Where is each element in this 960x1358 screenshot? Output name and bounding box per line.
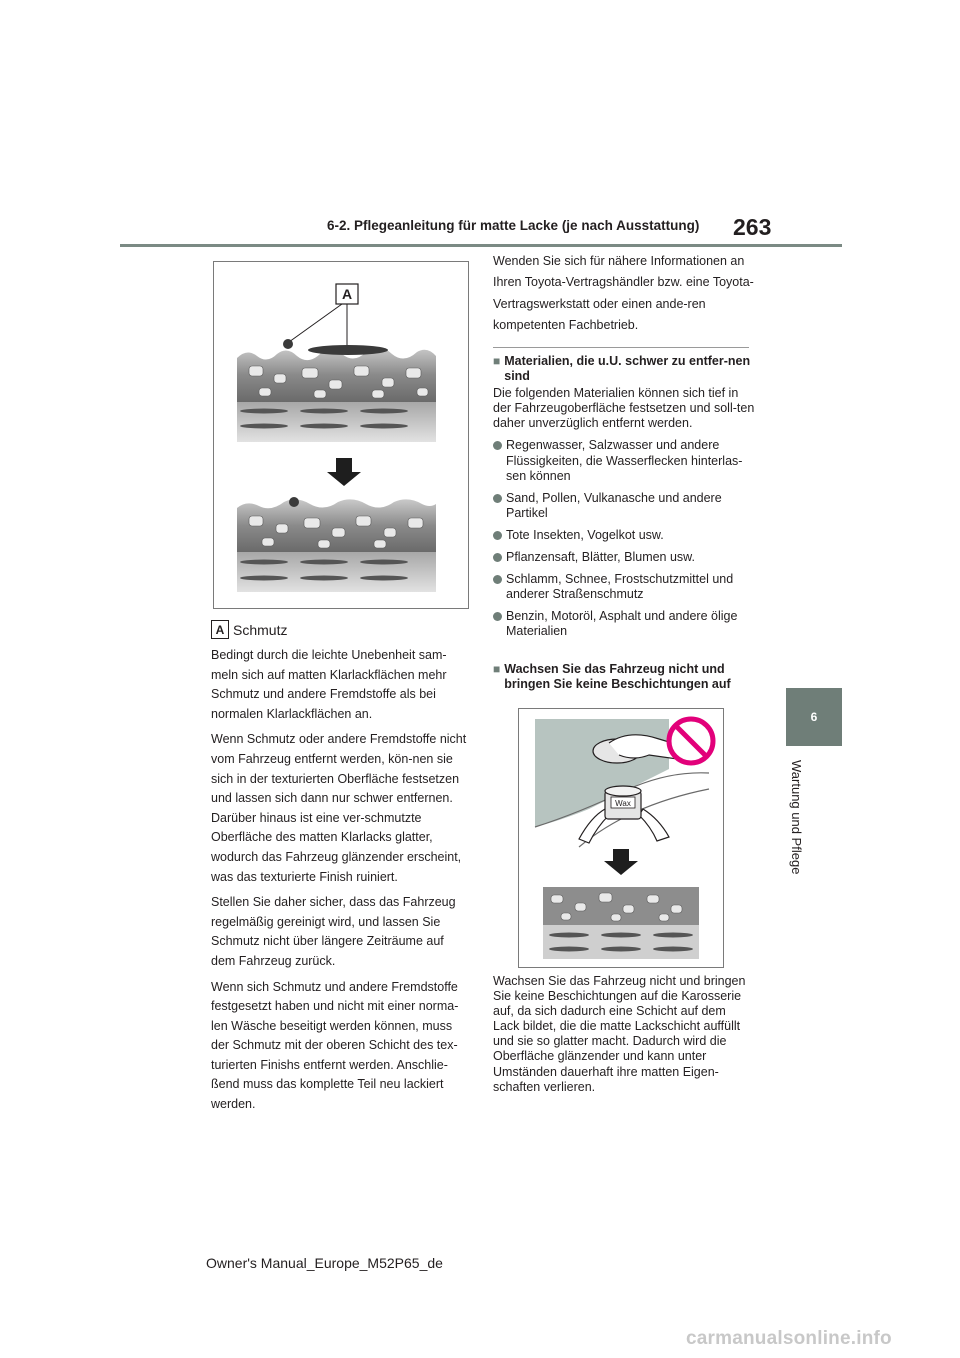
watermark: carmanualsonline.info [686, 1328, 892, 1349]
no-wax-illustration [518, 708, 724, 968]
paragraph: Bedingt durch die leichte Unebenheit sam-meln sich auf matten Klarlackflächen mehr Schmutz und andere Fremdstoffe als bei normalen Klarlackflächen an. [211, 648, 447, 721]
section-heading [493, 354, 755, 384]
header-divider [120, 244, 842, 247]
bullet-dot-icon [493, 441, 502, 450]
paragraph: Wenden Sie sich für nähere Informationen an Ihren Toyota-Vertragshändler bzw. eine Toyota-Vertragswerkstatt oder einen ande-ren kompetenten Fachbetrieb. [493, 254, 754, 332]
wax-warning-paragraph: Wachsen Sie das Fahrzeug nicht und bringen Sie keine Beschichtungen auf die Karosserie auf, da sich dadurch eine Schicht auf dem Lack bildet, die die matte Lackschicht auffüllt und sie so glatter macht. Dadurch wird die Oberfläche glänzender und kann unter Umständen dauerhaft ihre matten Eigen-schaften verlieren. [493, 974, 746, 1094]
left-column [211, 646, 468, 1121]
callout-label: A [341, 286, 353, 302]
bullet-dot-icon [493, 553, 502, 562]
section-heading [493, 662, 755, 692]
right-column-intro [493, 251, 755, 336]
caption-badge: A [211, 620, 229, 639]
figure-caption [211, 620, 287, 639]
base-layer [543, 925, 699, 959]
base-layer [237, 402, 436, 442]
section-title: 6-2. Pflegeanleitung für matte Lacke (je nach Ausstattung) [327, 218, 700, 233]
bullet-dot-icon [493, 612, 502, 621]
manual-id: Owner's Manual_Europe_M52P65_de [206, 1255, 443, 1271]
list-item: Benzin, Motoröl, Asphalt und andere ölige Materialien [493, 609, 755, 639]
list-item: Regenwasser, Salzwasser und andere Flüssigkeiten, die Wasserflecken hinterlas-sen können [493, 438, 755, 483]
square-bullet-icon: ■ [493, 662, 501, 676]
base-layer-after [237, 552, 436, 592]
dirt-diagram-graphic [214, 262, 468, 608]
section-intro: Die folgenden Materialien können sich tief in der Fahrzeugoberfläche festsetzen und soll-ten daher unverzüglich entfernt werden. [493, 386, 755, 431]
bullet-dot-icon [493, 531, 502, 540]
section-divider [493, 347, 749, 348]
chapter-title: Wartung und Pflege [789, 760, 804, 875]
wax-section [493, 662, 755, 694]
dirt-particle [283, 339, 293, 349]
list-item: Tote Insekten, Vogelkot usw. [493, 528, 755, 543]
paragraph: Stellen Sie daher sicher, dass das Fahrzeug regelmäßig gereinigt wird, und lassen Sie Schmutz nicht über längere Zeiträume auf dem Fahrzeug zurück. [211, 895, 456, 968]
no-wax-graphic [519, 709, 723, 967]
page-number: 263 [733, 214, 772, 240]
list-item: Sand, Pollen, Vulkanasche und andere Partikel [493, 491, 755, 521]
section-heading-text: Wachsen Sie das Fahrzeug nicht und bringen Sie keine Beschichtungen auf [504, 662, 731, 692]
list-item: Schlamm, Schnee, Frostschutzmittel und anderer Straßenschmutz [493, 572, 755, 602]
materials-list [493, 438, 755, 639]
down-arrow-icon [327, 458, 361, 486]
bullet-dot-icon [493, 494, 502, 503]
wax-label: Wax [615, 799, 631, 808]
caption-text: Schmutz [233, 621, 288, 638]
bullet-dot-icon [493, 575, 502, 584]
paragraph: Wenn Schmutz oder andere Fremdstoffe nicht vom Fahrzeug entfernt werden, kön-nen sie sich in der texturierten Oberfläche festsetzen und lassen sich dann nur schwer entfernen. Darüber hinaus ist eine ver-schmutzte Oberfläche des matten Klarlacks glatter, wodurch das Fahrzeug glänzender erscheint, was das texturierte Finish ruiniert. [211, 732, 467, 884]
chapter-tab: 6 [786, 688, 842, 746]
list-item: Pflanzensaft, Blätter, Blumen usw. [493, 550, 755, 565]
section-heading-text: Materialien, die u.U. schwer zu entfer-nen sind [504, 354, 751, 384]
paragraph: Wenn sich Schmutz und andere Fremdstoffe festgesetzt haben und nicht mit einer norma-len Wäsche beseitigt werden können, muss der Schmutz mit der oberen Schicht des tex-turierten Finishs entfernt werden. Anschlie-ßend muss das komplette Teil neu lackiert werden. [211, 979, 459, 1112]
square-bullet-icon: ■ [493, 354, 501, 368]
materials-section [493, 354, 755, 647]
down-arrow-icon [604, 849, 638, 875]
dirt-illustration [213, 261, 469, 609]
dirt-deposit [308, 345, 388, 355]
